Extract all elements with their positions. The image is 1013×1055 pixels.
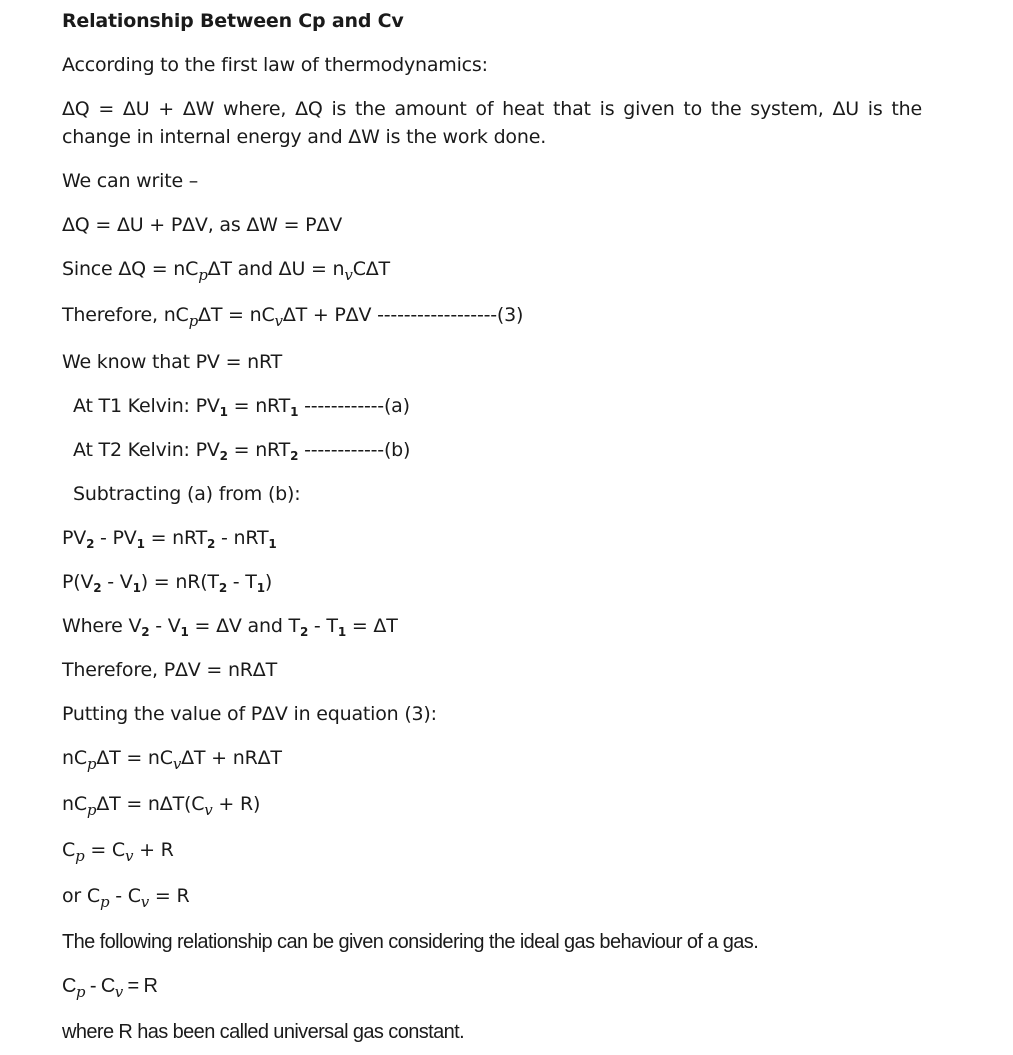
final-equation [62, 972, 157, 1000]
subscript: 1 [136, 537, 145, 551]
subscript: v [172, 755, 182, 773]
subscript: 2 [86, 537, 95, 551]
eq-part: ------------(a) [298, 395, 410, 417]
subscript: 1 [132, 581, 141, 595]
eq-part: = nRT [227, 439, 291, 461]
subtracting-text: Subtracting (a) from (b): [73, 483, 301, 505]
eq-part: At T1 Kelvin: PV [73, 395, 220, 417]
subscript: 1 [219, 405, 228, 419]
eq-part: P(V [62, 571, 94, 593]
eq-part: or C [62, 885, 100, 907]
subscript: v [140, 893, 150, 911]
eq-part: CΔT [352, 258, 390, 280]
subscript: 1 [180, 625, 189, 639]
subscript: v [124, 847, 134, 865]
subscript: 1 [268, 537, 277, 551]
eq-part: Since ΔQ = nC [62, 258, 199, 280]
eq-part: = nRT [227, 395, 291, 417]
subscript: p [86, 755, 97, 773]
page-title: Relationship Between Cp and Cv [62, 10, 404, 32]
equation-cp [62, 836, 174, 864]
equation-a [73, 392, 410, 420]
eq-part: C [62, 839, 76, 861]
eq-part: - C [84, 975, 115, 997]
subscript: 2 [290, 449, 299, 463]
subscript: 2 [299, 625, 309, 639]
subscript: v [204, 801, 213, 819]
first-law-paragraph: ΔQ = ΔU + ΔW where, ΔQ is the amount of heat that is given to the system, ΔU is the change in internal energy and ΔW is the work done. [62, 98, 922, 148]
eq-part: + R [133, 839, 174, 861]
subscript: 2 [218, 581, 227, 595]
subscript: 2 [141, 625, 150, 639]
eq-part: ΔT = nΔT(C [96, 793, 205, 815]
subscript: 1 [256, 581, 265, 595]
following-text: The following relationship can be given considering the ideal gas behaviour of a gas. [62, 931, 759, 953]
eq-part: Therefore, nC [62, 304, 189, 326]
eq-part: - nRT [215, 527, 269, 549]
eq-part: ΔT = nC [96, 747, 173, 769]
eq-part: nC [62, 793, 87, 815]
subscript: p [188, 312, 199, 330]
subscript: p [99, 893, 110, 911]
equation-pdv-nrdt: Therefore, PΔV = nRΔT [62, 659, 277, 681]
eq-part: ) = nR(T [140, 571, 219, 593]
eq-part: ΔT = nC [198, 304, 275, 326]
eq-part: ΔT + PΔV ------------------(3) [282, 304, 524, 326]
equation-pdv: ΔQ = ΔU + PΔV, as ΔW = PΔV [62, 214, 343, 236]
eq-part: At T2 Kelvin: PV [73, 439, 220, 461]
putting-text: Putting the value of PΔV in equation (3): [62, 703, 437, 725]
eq-part: - V [149, 615, 181, 637]
eq-part: Where V [62, 615, 142, 637]
equation-since [62, 255, 390, 283]
eq-part: = ΔT [346, 615, 398, 637]
subscript: 1 [337, 625, 346, 639]
equation-difference-2 [62, 568, 272, 596]
intro-text: According to the first law of thermodynamics: [62, 54, 488, 76]
ideal-gas-law: We know that PV = nRT [62, 351, 282, 373]
eq-part: ) [264, 571, 273, 593]
eq-part: - V [101, 571, 133, 593]
subscript: p [75, 847, 85, 865]
eq-part: = ΔV and T [188, 615, 300, 637]
equation-where [62, 612, 398, 640]
eq-part: ------------(b) [298, 439, 411, 461]
we-can-write-text: We can write – [62, 170, 199, 192]
eq-part: = R [122, 975, 158, 997]
subscript: p [75, 983, 85, 1001]
equation-substitution-1 [62, 744, 282, 772]
subscript: 2 [93, 581, 102, 595]
eq-part: - T [308, 615, 338, 637]
eq-part: - C [109, 885, 141, 907]
subscript: v [114, 983, 123, 1001]
subscript: 1 [290, 405, 299, 419]
eq-part: nC [62, 747, 87, 769]
eq-part: - T [226, 571, 257, 593]
equation-difference-1 [62, 524, 277, 552]
eq-part: = C [84, 839, 125, 861]
equation-substitution-2 [62, 790, 260, 818]
eq-part: PV [62, 527, 87, 549]
equation-or [62, 882, 189, 910]
eq-part: ΔT + nRΔT [181, 747, 282, 769]
eq-part: ΔT and ΔU = n [207, 258, 345, 280]
subscript: p [86, 801, 97, 819]
subscript: 2 [219, 449, 228, 463]
eq-part: - PV [94, 527, 137, 549]
subscript: 2 [207, 537, 216, 551]
eq-part: = R [149, 885, 190, 907]
subscript: v [274, 312, 283, 330]
equation-b [73, 436, 410, 464]
eq-part: = nRT [144, 527, 208, 549]
eq-part: + R) [212, 793, 261, 815]
conclusion-text: where R has been called universal gas constant. [62, 1021, 465, 1043]
subscript: p [198, 266, 208, 284]
eq-part: C [62, 975, 76, 997]
subscript: v [344, 266, 353, 284]
equation-3 [62, 301, 523, 329]
